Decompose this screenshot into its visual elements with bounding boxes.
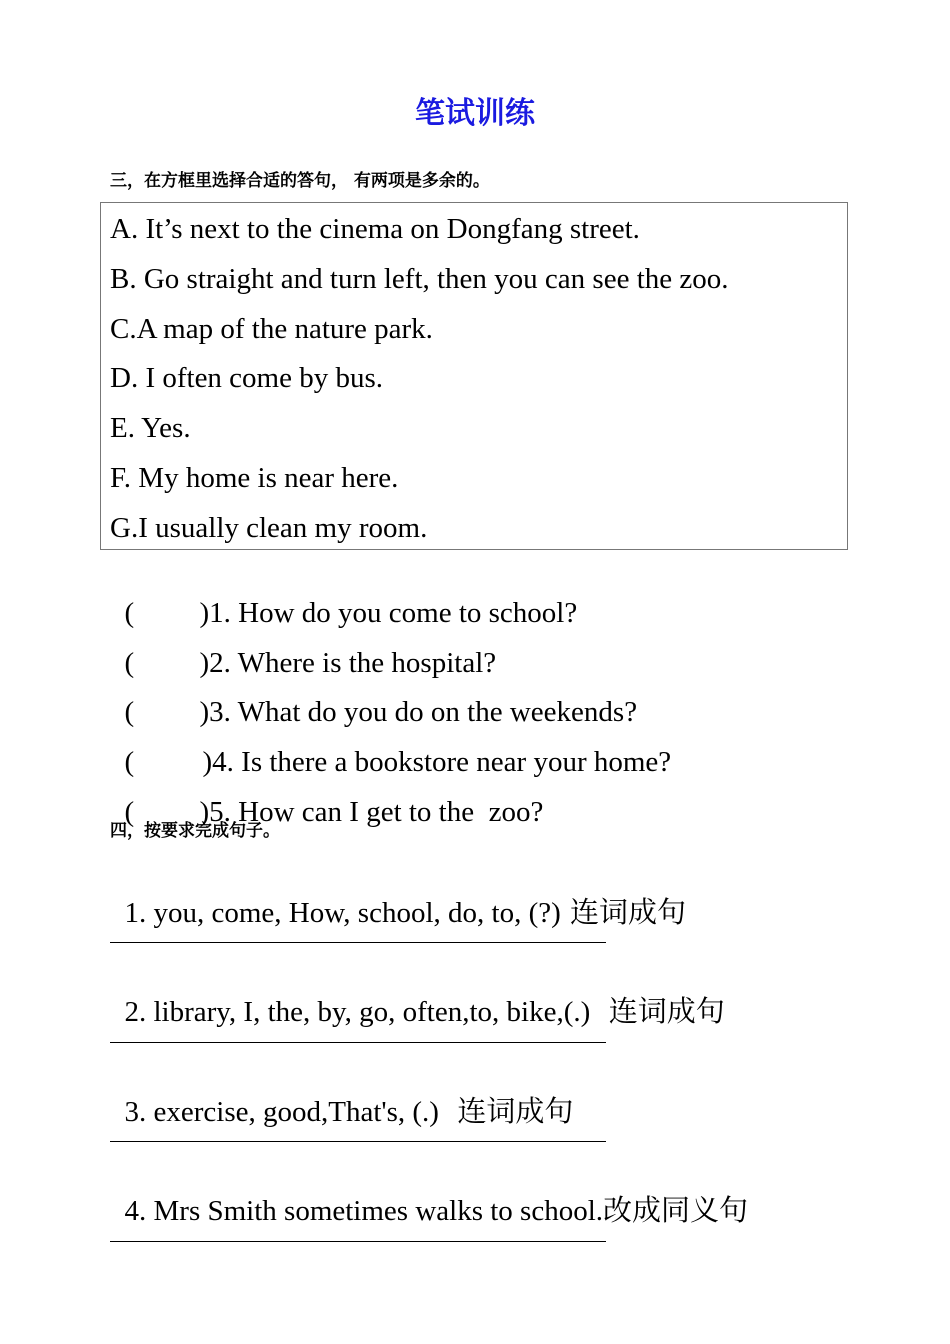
question-text: )4. Is there a bookstore near your home? [202,746,672,778]
task-instruction: 连词成句 [438,1094,574,1128]
page-title: 笔试训练 [415,96,535,131]
answer-line-2[interactable] [110,1042,606,1043]
question-text: )3. What do you do on the weekends? [199,696,638,728]
answer-slot[interactable]: ( [124,796,135,828]
task-instruction: 改成同义句 [603,1193,749,1227]
answer-slot[interactable]: ( [124,647,135,679]
task-text: 4. Mrs Smith sometimes walks to school. [124,1195,603,1227]
section-4-heading: 四，按要求完成句子。 [110,821,280,841]
option-c: C.A map of the nature park. [110,313,433,345]
task-instruction: 连词成句 [560,895,686,929]
option-f: F. My home is near here. [110,462,399,494]
task-1 [110,861,686,930]
option-a: A. It’s next to the cinema on Dongfang street. [110,213,640,245]
task-text: 1. you, come, How, school, do, to, (?) [124,897,561,929]
question-text: )2. Where is the hospital? [199,647,497,679]
question-text: )5. How can I get to the zoo? [199,796,544,828]
task-3 [110,1060,573,1129]
task-instruction: 连词成句 [590,994,725,1028]
option-d: D. I often come by bus. [110,362,384,394]
answer-slot[interactable]: ( [124,696,135,728]
answer-line-1[interactable] [110,942,606,943]
question-text: )1. How do you come to school? [199,597,578,629]
option-g: G.I usually clean my room. [110,512,428,544]
answer-line-4[interactable] [110,1241,606,1242]
task-text: 2. library, I, the, by, go, often,to, bike,(.) [124,996,591,1028]
answer-slot[interactable]: ( [124,597,135,629]
section-3-heading: 三，在方框里选择合适的答句， 有两项是多余的。 [110,171,490,191]
option-e: E. Yes. [110,412,191,444]
option-b: B. Go straight and turn left, then you can see the zoo. [110,263,729,295]
answer-slot[interactable]: ( [124,746,135,778]
task-4 [110,1159,748,1228]
task-2 [110,960,725,1029]
task-text: 3. exercise, good,That's, (.) [124,1096,439,1128]
answer-line-3[interactable] [110,1141,606,1142]
